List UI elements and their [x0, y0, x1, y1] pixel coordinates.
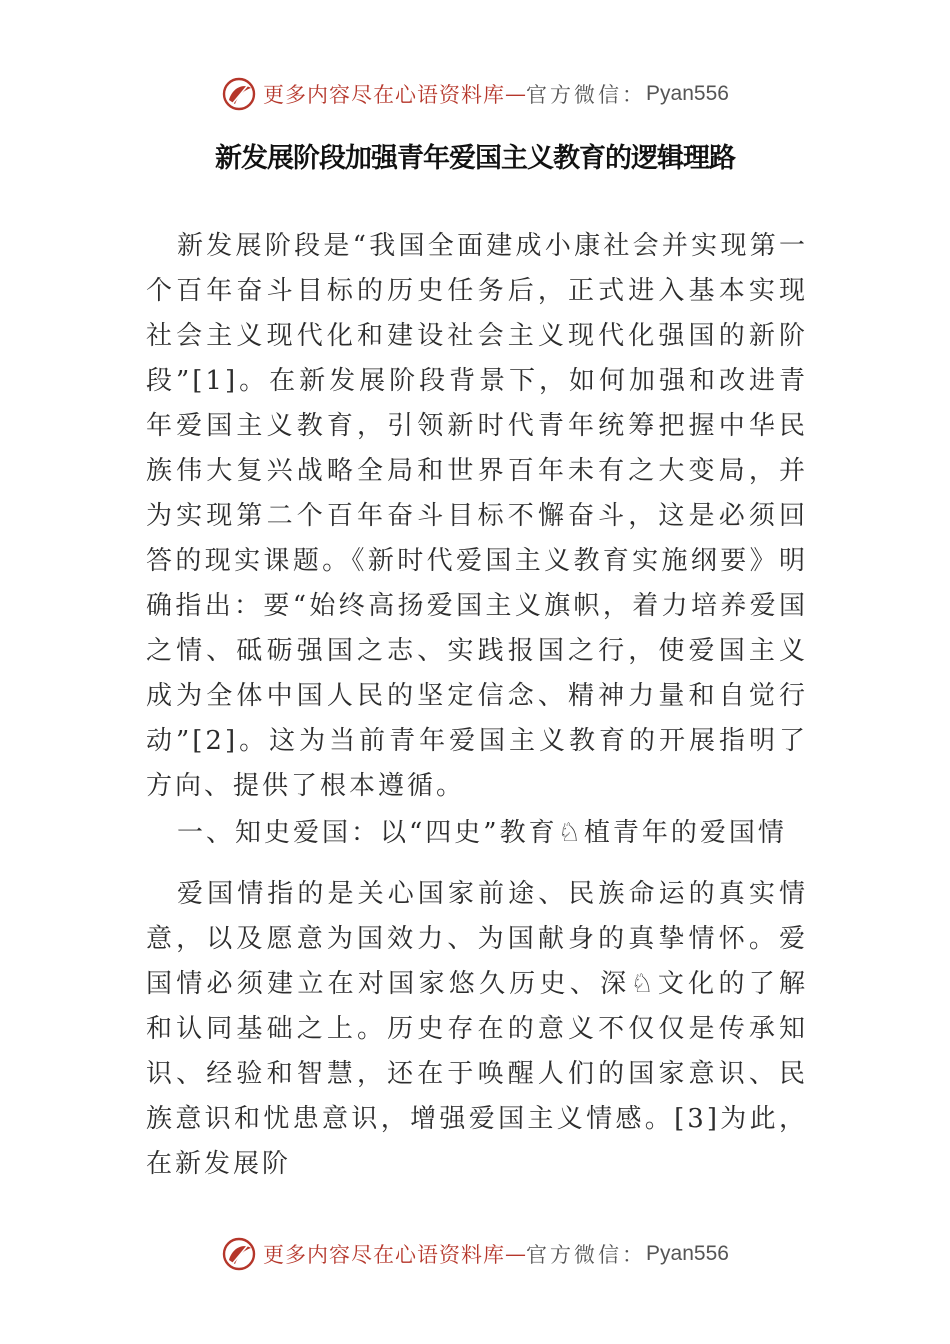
site-name-text: 更多内容尽在心语资料库: [263, 83, 506, 107]
wechat-id: Pyan556: [646, 82, 729, 105]
document-title: 新发展阶段加强青年爱国主义教育的逻辑理路: [215, 143, 735, 174]
header-watermark-banner: [0, 72, 950, 116]
document-body: [146, 224, 808, 1187]
brand-logo-icon: [221, 1236, 257, 1272]
site-name-text: 更多内容尽在心语资料库: [263, 1243, 506, 1267]
brand-logo-icon: [221, 76, 257, 112]
separator-dash: —: [505, 1242, 527, 1266]
separator-dash: —: [505, 82, 527, 106]
wechat-label: 官方微信：: [526, 83, 647, 107]
section-heading: 一、知史爱国：以“四史”教育♘植青年的爱国情: [177, 818, 787, 848]
wechat-id: Pyan556: [646, 1242, 729, 1265]
intro-paragraph: 新发展阶段是“我国全面建成小康社会并实现第一个百年奋斗目标的历史任务后，正式进入基本实现社会主义现代化和建设社会主义现代化强国的新阶段”[1]。在新发展阶段背景下，如何加强和改进青年爱国主义教育，引领新时代青年统筹把握中华民族伟大复兴战略全局和世界百年未有之大变局，并为实现第二个百年奋斗目标不懈奋斗，这是必须回答的现实课题。《新时代爱国主义教育实施纲要》明确指出：要“始终高扬爱国主义旗帜，着力培养爱国之情、砥砺强国之志、实践报国之行，使爱国主义成为全体中国人民的坚定信念、精神力量和自觉行动”[2]。这为当前青年爱国主义教育的开展指明了方向、提供了根本遵循。: [146, 231, 808, 801]
footer-watermark-banner: [0, 1232, 950, 1276]
wechat-label: 官方微信：: [526, 1243, 647, 1267]
section-paragraph: 爱国情指的是关心国家前途、民族命运的真实情意，以及愿意为国效力、为国献身的真挚情怀。爱国情必须建立在对国家悠久历史、深♘文化的了解和认同基础之上。历史存在的意义不仅仅是传承知识、经验和智慧，还在于唤醒人们的国家意识、民族意识和忧患意识，增强爱国主义情感。[3]为此，在新发展阶: [146, 879, 808, 1179]
